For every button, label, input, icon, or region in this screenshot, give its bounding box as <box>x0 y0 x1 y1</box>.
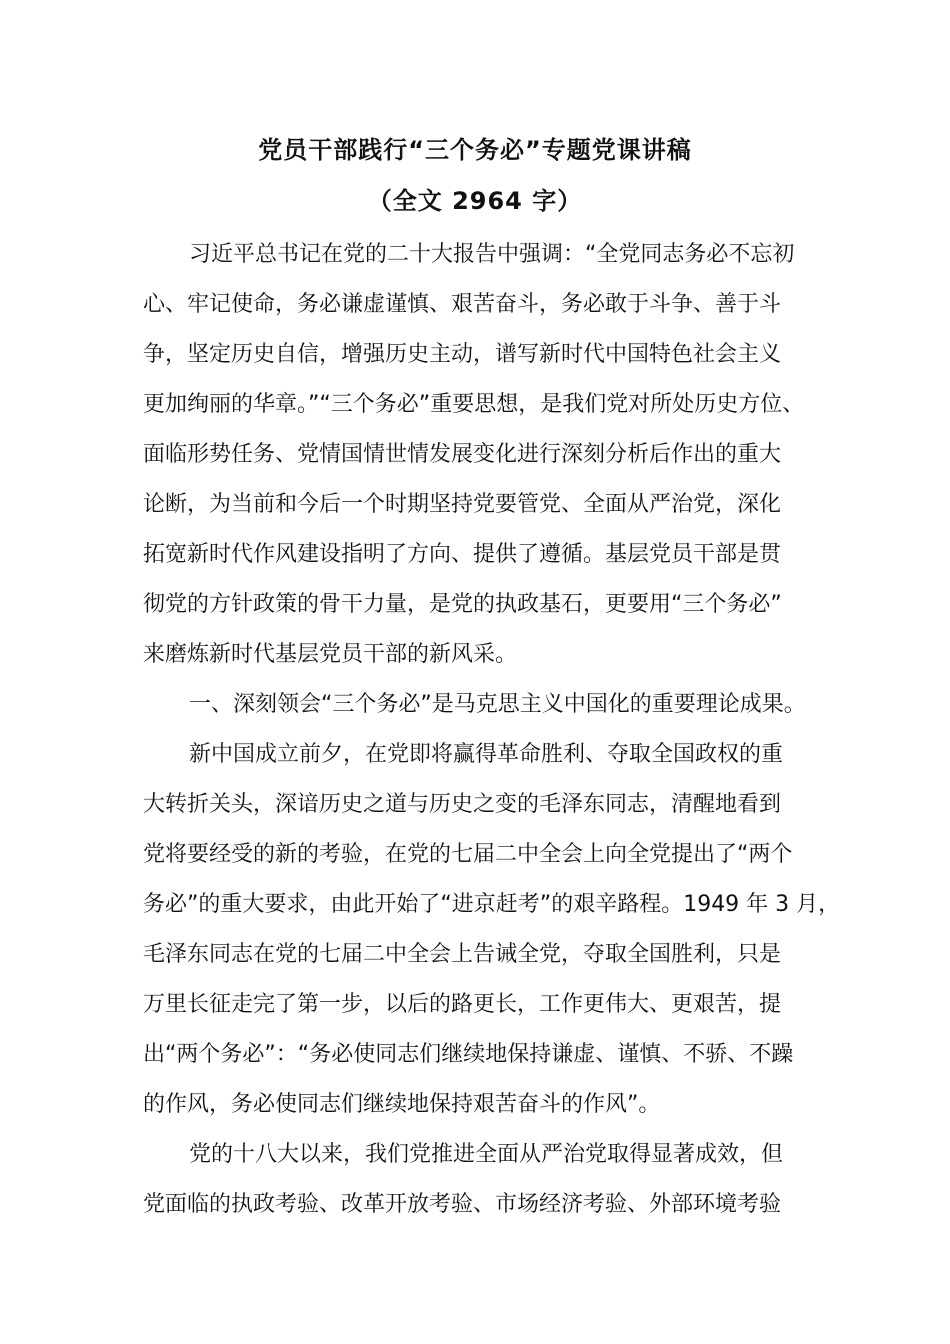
text-line: 出“两个务必”：“务必使同志们继续地保持谦虚、谨慎、不骄、不躁 <box>143 1042 794 1067</box>
document-body <box>143 230 841 1230</box>
text-line: 大转折关头，深谙历史之道与历史之变的毛泽东同志，清醒地看到 <box>143 792 782 817</box>
text-line: 面临形势任务、党情国情世情发展变化进行深刻分析后作出的重大 <box>143 442 782 467</box>
text-line: 争，坚定历史自信，增强历史主动，谱写新时代中国特色社会主义 <box>143 342 782 367</box>
page-title: 党员干部践行“三个务必”专题党课讲稿 <box>258 136 692 164</box>
text-line: 的作风，务必使同志们继续地保持艰苦奋斗的作风”。 <box>143 1092 661 1117</box>
text-line: 来磨炼新时代基层党员干部的新风采。 <box>143 642 518 667</box>
text-line: 党面临的执政考验、改革开放考验、市场经济考验、外部环境考验 <box>143 1192 782 1217</box>
text-line: 新中国成立前夕，在党即将赢得革命胜利、夺取全国政权的重 <box>189 742 784 767</box>
section-heading: 一、深刻领会“三个务必”是马克思主义中国化的重要理论成果。 <box>189 692 806 717</box>
page-subtitle: （全文 2964 字） <box>367 187 583 215</box>
text-line: 党将要经受的新的考验，在党的七届二中全会上向全党提出了“两个 <box>143 842 793 867</box>
text-line: 党的十八大以来，我们党推进全面从严治党取得显著成效，但 <box>189 1142 784 1167</box>
text-line: 更加绚丽的华章。”“三个务必”重要思想，是我们党对所处历史方位、 <box>143 392 805 417</box>
text-line: 习近平总书记在党的二十大报告中强调：“全党同志务必不忘初 <box>189 242 795 267</box>
text-line: 心、牢记使命，务必谦虚谨慎、艰苦奋斗，务必敢于斗争、善于斗 <box>143 292 782 317</box>
text-line: 拓宽新时代作风建设指明了方向、提供了遵循。基层党员干部是贯 <box>143 542 782 567</box>
text-line: 毛泽东同志在党的七届二中全会上告诫全党，夺取全国胜利，只是 <box>143 942 782 967</box>
text-line: 论断，为当前和今后一个时期坚持党要管党、全面从严治党，深化 <box>143 492 782 517</box>
text-line: 万里长征走完了第一步，以后的路更长，工作更伟大、更艰苦，提 <box>143 992 782 1017</box>
text-line: 彻党的方针政策的骨干力量，是党的执政基石，更要用“三个务必” <box>143 592 782 617</box>
text-line: 务必”的重大要求，由此开始了“进京赶考”的艰辛路程。1949 年 3 月， <box>143 892 841 917</box>
